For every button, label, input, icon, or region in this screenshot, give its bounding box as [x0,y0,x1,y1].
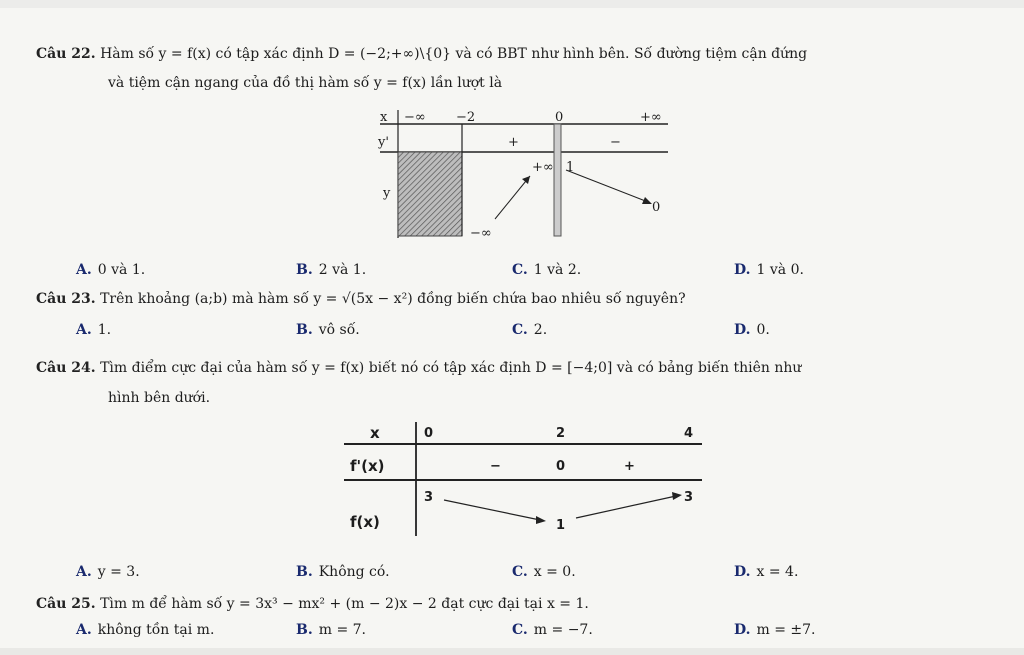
q24-line1 [36,360,801,376]
document-page [0,8,1024,648]
q23-option-a[interactable]: A. 1. [76,322,112,338]
q23-text1: Trên khoảng (a;b) mà hàm số y = √(5x − x²) đồng biến chứa bao nhiêu số nguyên? [100,291,686,307]
q25-option-d[interactable]: D. m = ±7. [734,622,816,638]
q22-text1: Hàm số y = f(x) có tập xác định D = (−2;+∞)\{0} và có BBT như hình bên. Số đường tiệm cận đứng [100,46,808,62]
q22-y-value: 0 [652,200,661,215]
q24-x-value: 2 [556,426,566,441]
q23-option-c[interactable]: C. 2. [512,322,548,338]
q22-sign: − [610,135,621,150]
q22-y-value: +∞ [532,160,554,175]
q24-f-value: 1 [556,518,566,533]
q25-number: Câu 25. [36,596,96,612]
q24-x-value: 4 [684,426,694,441]
q24-number: Câu 24. [36,360,96,376]
q22-sign: + [508,135,519,150]
q24-option-d[interactable]: D. x = 4. [734,564,799,580]
q22-y-value: 1 [566,160,575,175]
q22-x-value: −2 [456,110,476,125]
top-band [0,0,1024,8]
q22-x-label: x [380,110,388,125]
q25-line1 [36,596,589,612]
q22-option-a[interactable]: A. 0 và 1. [76,262,146,278]
q25-option-b[interactable]: B. m = 7. [296,622,366,638]
q22-y-value: −∞ [470,226,492,241]
q23-option-d[interactable]: D. 0. [734,322,770,338]
q22-x-value: −∞ [404,110,426,125]
q24-option-a[interactable]: A. y = 3. [76,564,140,580]
q22-yprime-label: y' [378,135,389,150]
q24-line2: hình bên dưới. [108,390,211,406]
q24-f-label: f(x) [350,513,380,531]
q22-variation-table [370,106,680,246]
q24-sign: 0 [556,459,566,474]
q25-option-c[interactable]: C. m = −7. [512,622,593,638]
q23-option-b[interactable]: B. vô số. [296,322,360,338]
q23-line1 [36,291,686,307]
q24-option-c[interactable]: C. x = 0. [512,564,576,580]
q24-x-label: x [370,424,380,442]
q24-option-b[interactable]: B. Không có. [296,564,390,580]
q24-x-value: 0 [424,426,434,441]
q23-number: Câu 23. [36,291,96,307]
q25-text1: Tìm m để hàm số y = 3x³ − mx² + (m − 2)x − 2 đạt cực đại tại x = 1. [100,596,589,612]
q24-f-value: 3 [684,490,694,505]
q24-fprime-label: f'(x) [350,457,385,475]
q22-x-value: 0 [555,110,564,125]
q24-sign: + [624,459,635,474]
q22-number: Câu 22. [36,46,96,62]
hatched-region [398,152,462,236]
q25-option-a[interactable]: A. không tồn tại m. [76,622,215,638]
q22-x-value: +∞ [640,110,662,125]
q24-text1: Tìm điểm cực đại của hàm số y = f(x) biết nó có tập xác định D = [−4;0] và có bảng biến thiên như [100,360,802,376]
q24-sign: − [490,459,501,474]
q22-line1 [36,46,807,62]
q24-f-value: 3 [424,490,434,505]
q22-option-c[interactable]: C. 1 và 2. [512,262,582,278]
q22-option-d[interactable]: D. 1 và 0. [734,262,804,278]
q22-line2: và tiệm cận ngang của đồ thị hàm số y = f(x) lần lượt là [108,75,503,91]
q24-variation-table [340,418,710,548]
q22-y-label: y [383,186,391,201]
q22-option-b[interactable]: B. 2 và 1. [296,262,367,278]
